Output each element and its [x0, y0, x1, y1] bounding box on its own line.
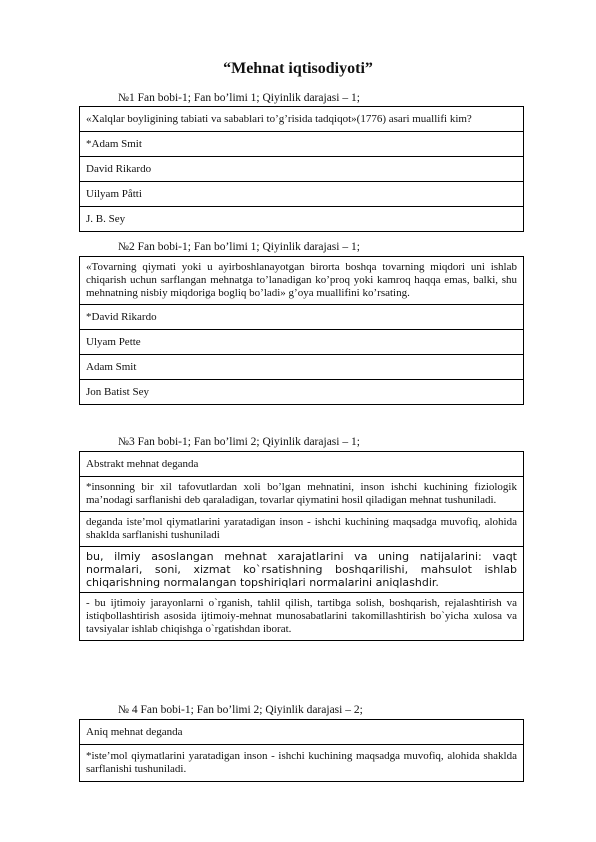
question-2-answer-1: *David Rikardo: [80, 305, 524, 330]
question-4-answer-1: *iste’mol qiymatlarini yaratadigan inson - ishchi kuchining maqsadga muvofiq, alohida shaklda sarflanishi tushuniladi.: [80, 745, 524, 782]
question-4-text: Aniq mehnat deganda: [80, 720, 524, 745]
question-1-header: №1 Fan bobi-1; Fan bo’limi 1; Qiyinlik darajasi – 1;: [118, 92, 360, 104]
question-2-header: №2 Fan bobi-1; Fan bo’limi 1; Qiyinlik darajasi – 1;: [118, 241, 360, 253]
question-1-text: «Xalqlar boyligining tabiati va sabablari to’g’risida tadqiqot»(1776) asari muallifi kim?: [80, 107, 524, 132]
question-3-text: Abstrakt mehnat deganda: [80, 452, 524, 477]
question-1-answer-4: J. B. Sey: [80, 207, 524, 232]
question-1-answer-1: *Adam Smit: [80, 132, 524, 157]
document-title: “Mehnat iqtisodiyoti”: [223, 60, 373, 77]
question-2-table: [79, 256, 524, 405]
question-4-header: № 4 Fan bobi-1; Fan bo’limi 2; Qiyinlik darajasi – 2;: [118, 704, 363, 716]
question-3-answer-1: *insonning bir xil tafovutlardan xoli bo’lgan mehnatini, inson ishchi kuchining fiziologik ma’nodagi sarflanishi deb qaraladigan, tovarlar qiymatini hosil qiladigan mehnat tushuniladi.: [80, 477, 524, 512]
question-3-answer-4: - bu ijtimoiy jarayonlarni o`rganish, tahlil qilish, tartibga solish, boshqarish, rejalashtirish va istiqbollashtirish asosida ijtimoiy-mehnat munosabatlarini takomillashtirish bo`yicha xulosa va tavsiyalar ishlab chiqishga o`rgatishdan iborat.: [80, 593, 524, 641]
question-3-answer-3: bu, ilmiy asoslangan mehnat xarajatlarini va uning natijalarini: vaqt normalari, soni, xizmat ko`rsatishning boshqarilishi, mahsulot ishlab chiqarishning normalangan topshiriqlari normalarini aniqlashdir.: [80, 547, 524, 593]
question-2-answer-3: Adam Smit: [80, 355, 524, 380]
question-1-answer-3: Uilyam Påtti: [80, 182, 524, 207]
question-2-answer-4: Jon Batist Sey: [80, 380, 524, 405]
question-1-answer-2: David Rikardo: [80, 157, 524, 182]
question-3-table: [79, 451, 524, 641]
question-2-answer-2: Ulyam Pette: [80, 330, 524, 355]
question-3-header: №3 Fan bobi-1; Fan bo’limi 2; Qiyinlik darajasi – 1;: [118, 436, 360, 448]
question-1-table: [79, 106, 524, 232]
question-4-table: [79, 719, 524, 782]
question-2-text: «Tovarning qiymati yoki u ayirboshlanayotgan birorta boshqa tovarning miqdori uni ishlab chiqarish uchun sarflangan mehnatga to’lanadigan ko’proq yoki kamroq haqqa emas, balki, shu mehnatning nisbiy miqdoriga bogliq bo’ladi» g’oya muallifini ko’rsating.: [80, 257, 524, 305]
question-3-answer-2: deganda iste’mol qiymatlarini yaratadigan inson - ishchi kuchining maqsadga muvofiq, alohida shaklda sarflanishi tushuniladi: [80, 512, 524, 547]
